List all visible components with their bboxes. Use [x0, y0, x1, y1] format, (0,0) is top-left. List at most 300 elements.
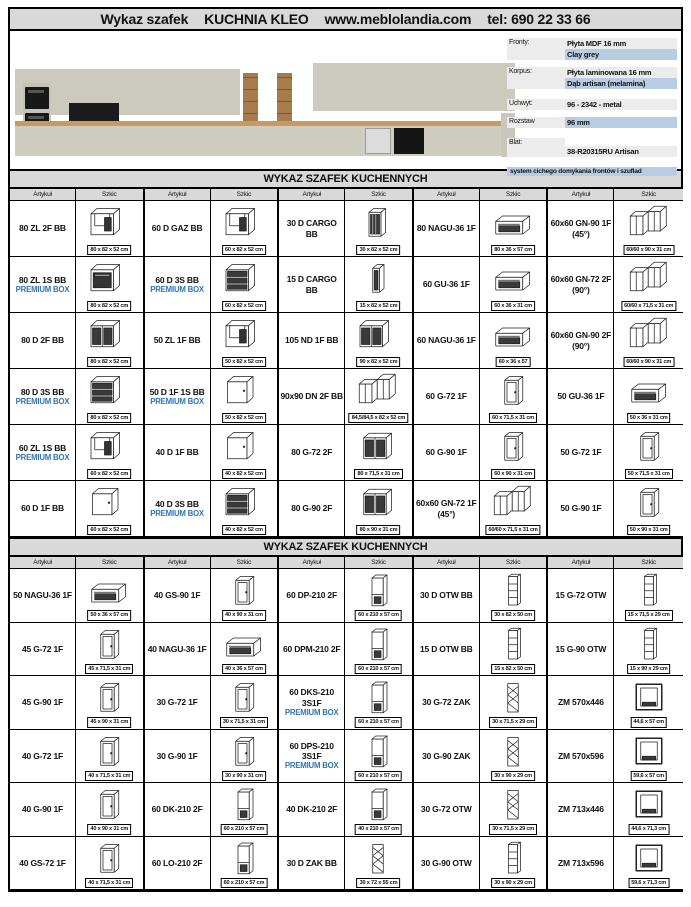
sketch-cell	[614, 201, 683, 257]
sketch-cell	[614, 783, 683, 837]
dimensions-label: 30 x 72 x 55 cm	[357, 878, 401, 888]
article-cell	[279, 369, 345, 425]
article-cell	[548, 783, 614, 837]
article-cell	[10, 481, 76, 537]
article-cell	[279, 201, 345, 257]
article-code: 90x90 DN 2F BB	[280, 391, 343, 402]
sketch-cell	[211, 201, 280, 257]
dimensions-label: 50 x 90 x 31 cm	[627, 525, 671, 535]
article-code: 80 D 3S BB	[20, 386, 65, 397]
spec-value: 96 - 2342 - metal	[565, 99, 677, 110]
spec-label: Korpus:	[507, 67, 565, 89]
cabinet-sketch-icon	[85, 202, 133, 242]
base-cabinets-row	[15, 126, 515, 156]
cabinet-sketch-icon	[354, 482, 402, 522]
sketch-cell	[614, 623, 683, 677]
cabinet-sketch-icon	[220, 677, 268, 717]
sketch-cell	[345, 569, 414, 623]
article-cell	[10, 569, 76, 623]
cooktop-hob	[69, 103, 119, 121]
dimensions-label: 60 x 36 x 57	[496, 357, 531, 367]
dimensions-label: 30 x 90 x 29 cm	[491, 878, 535, 888]
sketch-cell	[76, 676, 145, 730]
spec-row-uchwyt	[507, 99, 677, 110]
dimensions-label: 15 x 82 x 52 cm	[357, 301, 401, 311]
column-header-artykul: Artykuł	[279, 189, 345, 201]
cabinet-sketch-icon	[354, 570, 402, 610]
page-title: Wykaz szafek	[100, 11, 189, 27]
article-cell	[10, 369, 76, 425]
dimensions-label: 80 x 90 x 31 cm	[357, 525, 401, 535]
cabinet-sketch-icon	[85, 784, 133, 824]
article-code: 80 D 2F BB	[21, 335, 64, 346]
article-cell	[145, 313, 211, 369]
dimensions-label: 30 x 71,5 x 31 cm	[220, 717, 268, 727]
sketch-cell	[76, 837, 145, 891]
upper-cabinets-right	[313, 63, 515, 111]
dimensions-label: 80 x 82 x 52 cm	[87, 413, 131, 423]
dimensions-label: 60/60 x 71,5 x 31 cm	[621, 301, 676, 311]
article-code: 80 NAGU-36 1F	[416, 223, 476, 234]
spec-value: Płyta laminowana 16 mm	[565, 67, 677, 78]
article-cell	[414, 369, 480, 425]
cabinet-sketch-icon	[489, 370, 537, 410]
sketch-cell	[480, 730, 549, 784]
article-code: 30 D CARGO BB	[286, 218, 337, 239]
cabinet-sketch-icon	[220, 838, 268, 878]
section-title: WYKAZ SZAFEK KUCHENNYCH	[8, 539, 683, 557]
dimensions-label: 80 x 82 x 52 cm	[87, 357, 131, 367]
article-code: 40 GS-90 1F	[153, 590, 201, 601]
sketch-cell	[480, 201, 549, 257]
built-in-oven	[394, 128, 424, 154]
dimensions-label: 60/60 x 90 x 31 cm	[623, 357, 674, 367]
article-cell	[145, 257, 211, 313]
sketch-cell	[614, 369, 683, 425]
cabinet-sketch-icon	[85, 258, 133, 298]
dimensions-label: 50 x 82 x 52 cm	[222, 357, 266, 367]
article-code: 30 G-72 ZAK	[422, 697, 471, 708]
article-cell	[548, 837, 614, 891]
sketch-cell	[480, 369, 549, 425]
dimensions-label: 60 x 210 x 57 cm	[221, 878, 268, 888]
cabinet-sketch-icon	[489, 258, 537, 298]
materials-spec-table	[507, 38, 677, 176]
cabinet-sketch-icon	[220, 426, 268, 466]
column-header-szkic: Szkic	[614, 189, 683, 201]
article-code: 60 D 3S BB	[155, 274, 199, 285]
article-code: 50 G-72 1F	[560, 447, 602, 458]
sketch-cell	[211, 257, 280, 313]
oven-icon	[25, 87, 49, 109]
dimensions-label: 40 x 210 x 57 cm	[355, 824, 402, 834]
dimensions-label: 15 x 71,5 x 29 cm	[625, 610, 673, 620]
article-cell	[414, 481, 480, 537]
dimensions-label: 30 x 71,5 x 29 cm	[489, 717, 537, 727]
article-cell	[279, 481, 345, 537]
dimensions-label: 45 x 90 x 31 cm	[87, 717, 131, 727]
cabinet-sketch-icon	[354, 731, 402, 771]
cabinet-sketch-icon	[489, 677, 537, 717]
cabinet-sketch-icon	[489, 570, 537, 610]
dimensions-label: 44,6 x 71,3 cm	[628, 824, 669, 834]
cabinet-sketch-icon	[85, 838, 133, 878]
spec-value: Dąb artisan (melamina)	[565, 78, 677, 89]
cabinet-sketch-icon	[220, 202, 268, 242]
cabinet-sketch-icon	[220, 624, 268, 664]
column-header-artykul: Artykuł	[414, 189, 480, 201]
article-cell	[145, 369, 211, 425]
article-code: 15 D OTW BB	[419, 643, 473, 654]
column-header-artykul: Artykuł	[279, 557, 345, 569]
column-header-szkic: Szkic	[345, 557, 414, 569]
dimensions-label: 60 x 210 x 57 cm	[355, 610, 402, 620]
article-cell	[414, 730, 480, 784]
sketch-cell	[345, 201, 414, 257]
dimensions-label: 60 x 82 x 52 cm	[222, 245, 266, 255]
cabinet-sketch-icon	[625, 314, 673, 354]
article-code: 15 G-90 OTW	[555, 643, 607, 654]
spec-value: Płyta MDF 16 mm	[565, 38, 677, 49]
cabinet-sketch-icon	[625, 482, 673, 522]
dimensions-label: 50 x 36 x 57 cm	[87, 610, 131, 620]
article-cell	[414, 569, 480, 623]
cabinet-sketch-icon	[625, 370, 673, 410]
dimensions-label: 40 x 90 x 31 cm	[222, 610, 266, 620]
dimensions-label: 60 x 90 x 31 cm	[491, 469, 535, 479]
article-cell	[548, 623, 614, 677]
sketch-cell	[345, 313, 414, 369]
article-code: 40 D 3S BB	[155, 498, 199, 509]
article-cell	[548, 369, 614, 425]
dishwasher	[365, 128, 391, 154]
article-cell	[279, 425, 345, 481]
article-cell	[145, 623, 211, 677]
article-cell	[548, 425, 614, 481]
section-title: WYKAZ SZAFEK KUCHENNYCH	[8, 171, 683, 189]
sketch-cell	[345, 425, 414, 481]
premium-box-label: PREMIUM BOX	[284, 761, 339, 771]
sketch-cell	[345, 676, 414, 730]
article-cell	[10, 425, 76, 481]
article-cell	[145, 481, 211, 537]
column-header-artykul: Artykuł	[548, 189, 614, 201]
article-cell	[548, 676, 614, 730]
cabinet-sketch-icon	[85, 314, 133, 354]
dimensions-label: 30 x 90 x 31 cm	[222, 771, 266, 781]
sketch-cell	[614, 569, 683, 623]
cabinet-sketch-icon	[625, 838, 673, 878]
dimensions-label: 60 x 36 x 31 cm	[491, 301, 535, 311]
column-header-artykul: Artykuł	[145, 557, 211, 569]
premium-box-label: PREMIUM BOX	[150, 284, 204, 294]
sketch-cell	[614, 837, 683, 891]
article-cell	[10, 201, 76, 257]
dimensions-label: 50 x 82 x 52 cm	[222, 413, 266, 423]
article-cell	[279, 783, 345, 837]
cabinet-sketch-icon	[354, 202, 402, 242]
column-header-szkic: Szkic	[480, 189, 549, 201]
sketch-cell	[211, 623, 280, 677]
dimensions-label: 30 x 82 x 52 cm	[357, 245, 401, 255]
article-code: 30 G-90 1F	[156, 750, 198, 761]
sketch-cell	[480, 837, 549, 891]
website-link[interactable]: www.meblolandia.com	[324, 11, 472, 27]
sketch-cell	[211, 481, 280, 537]
article-code: 60x60 GN-72 1F (45°)	[416, 498, 477, 519]
cabinet-sketch-icon	[220, 258, 268, 298]
cabinet-sketch-icon	[354, 624, 402, 664]
cabinet-sketch-icon	[220, 784, 268, 824]
article-code: 30 D OTW BB	[419, 590, 473, 601]
article-cell	[548, 257, 614, 313]
article-code: 60 DK-210 2F	[151, 804, 203, 815]
article-code: 15 G-72 OTW	[555, 590, 607, 601]
article-code: 40 GS-72 1F	[19, 857, 66, 868]
article-code: 80 ZL 1S BB	[18, 274, 67, 285]
sketch-cell	[614, 313, 683, 369]
kitchen-overview-panel	[8, 31, 683, 175]
cabinet-sketch-icon	[489, 314, 537, 354]
article-cell	[548, 481, 614, 537]
sketch-cell	[345, 837, 414, 891]
article-code: 50 D 1F 1S BB	[149, 386, 205, 397]
cabinet-sketch-icon	[220, 370, 268, 410]
dimensions-label: 40 x 82 x 52 cm	[222, 525, 266, 535]
cabinet-sketch-icon	[85, 731, 133, 771]
article-code: ZM 570x596	[558, 750, 604, 761]
spec-row-rozstaw	[507, 117, 677, 128]
cabinet-sketch-icon	[354, 258, 402, 298]
article-code: 60 D 1F BB	[21, 503, 64, 514]
article-cell	[548, 313, 614, 369]
column-header-szkic: Szkic	[345, 189, 414, 201]
article-cell	[414, 623, 480, 677]
cabinet-sketch-icon	[489, 624, 537, 664]
sketch-cell	[345, 481, 414, 537]
dimensions-label: 60 x 82 x 52 cm	[87, 525, 131, 535]
cabinet-sketch-icon	[489, 202, 537, 242]
sketch-cell	[480, 676, 549, 730]
dimensions-label: 30 x 71,5 x 29 cm	[489, 824, 537, 834]
article-code: 30 D ZAK BB	[286, 857, 337, 868]
article-code: 60 G-72 1F	[425, 391, 467, 402]
cabinet-table-2	[8, 557, 683, 892]
premium-box-label: PREMIUM BOX	[150, 508, 204, 518]
dimensions-label: 50 x 71,5 x 31 cm	[625, 469, 673, 479]
soft-close-note: system cichego domykania frontów i szuflad	[507, 167, 677, 176]
cabinet-sketch-icon	[85, 370, 133, 410]
dimensions-label: 60 x 210 x 57 cm	[355, 717, 402, 727]
cabinet-sketch-icon	[354, 838, 402, 878]
column-header-artykul: Artykuł	[145, 189, 211, 201]
article-code: ZM 713x446	[558, 804, 604, 815]
column-header-szkic: Szkic	[76, 189, 145, 201]
article-cell	[414, 837, 480, 891]
article-cell	[279, 623, 345, 677]
spec-label: Uchwyt:	[507, 99, 565, 110]
sketch-cell	[614, 425, 683, 481]
article-code: 60 GU-36 1F	[422, 279, 470, 290]
article-code: ZM 570x446	[558, 697, 604, 708]
cabinet-sketch-icon	[220, 314, 268, 354]
article-cell	[548, 730, 614, 784]
sketch-cell	[480, 569, 549, 623]
cabinet-sketch-icon	[489, 838, 537, 878]
sketch-cell	[345, 783, 414, 837]
dimensions-label: 90 x 82 x 52 cm	[357, 357, 401, 367]
article-cell	[414, 425, 480, 481]
sketch-cell	[211, 313, 280, 369]
article-code: 105 ND 1F BB	[285, 335, 339, 346]
article-cell	[548, 201, 614, 257]
article-code: 30 G-72 1F	[156, 697, 198, 708]
sketch-cell	[76, 481, 145, 537]
premium-box-label: PREMIUM BOX	[284, 707, 339, 717]
dimensions-label: 60/60 x 90 x 31 cm	[623, 245, 674, 255]
dimensions-label: 30 x 82 x 50 cm	[491, 610, 535, 620]
cabinet-table-1	[8, 189, 683, 539]
article-code: 60 NAGU-36 1F	[416, 335, 476, 346]
dimensions-label: 44,6 x 57 cm	[630, 717, 667, 727]
article-cell	[10, 783, 76, 837]
cabinet-sketch-icon	[85, 426, 133, 466]
article-cell	[548, 569, 614, 623]
article-cell	[145, 676, 211, 730]
article-cell	[10, 313, 76, 369]
sketch-cell	[76, 369, 145, 425]
article-code: 80 G-90 2F	[291, 503, 333, 514]
column-header-szkic: Szkic	[211, 557, 280, 569]
column-header-szkic: Szkic	[614, 557, 683, 569]
sketch-cell	[76, 257, 145, 313]
cabinet-sketch-icon	[625, 426, 673, 466]
article-code: 40 NAGU-36 1F	[147, 643, 207, 654]
cabinet-sketch-icon	[354, 426, 402, 466]
column-header-artykul: Artykuł	[414, 557, 480, 569]
cabinet-sketch-icon	[85, 482, 133, 522]
sketch-cell	[480, 623, 549, 677]
sketch-cell	[76, 623, 145, 677]
cabinet-sketch-icon	[220, 731, 268, 771]
spec-row-fronty	[507, 38, 677, 60]
sketch-cell	[614, 730, 683, 784]
article-code: 30 G-90 OTW	[420, 857, 472, 868]
cabinet-sketch-icon	[85, 570, 133, 610]
article-cell	[10, 837, 76, 891]
sketch-cell	[480, 425, 549, 481]
column-header-artykul: Artykuł	[10, 557, 76, 569]
cabinet-sketch-icon	[625, 677, 673, 717]
column-header-artykul: Artykuł	[10, 189, 76, 201]
cabinet-sketch-icon	[625, 731, 673, 771]
article-code: 60 DP-210 2F	[286, 590, 337, 601]
article-cell	[414, 783, 480, 837]
article-cell	[279, 730, 345, 784]
dimensions-label: 40 x 36 x 57 cm	[222, 664, 266, 674]
column-header-szkic: Szkic	[480, 557, 549, 569]
dimensions-label: 59,6 x 57 cm	[630, 771, 667, 781]
dimensions-label: 59,6 x 71,3 cm	[628, 878, 669, 888]
phone-number: tel: 690 22 33 66	[487, 11, 591, 27]
cabinet-sketch-icon	[489, 482, 537, 522]
cabinet-sketch-icon	[625, 570, 673, 610]
sketch-cell	[211, 783, 280, 837]
dimensions-label: 80 x 82 x 52 cm	[87, 301, 131, 311]
sketch-cell	[345, 369, 414, 425]
dimensions-label: 45 x 71,5 x 31 cm	[85, 664, 133, 674]
sketch-cell	[211, 837, 280, 891]
cabinet-sketch-icon	[625, 624, 673, 664]
spec-label: Blat:	[507, 138, 565, 157]
article-code: 30 G-72 OTW	[420, 804, 472, 815]
article-code: 60 DPS-210 3S1F	[289, 740, 334, 762]
sketch-cell	[76, 201, 145, 257]
cabinet-sketch-icon	[220, 570, 268, 610]
sketch-cell	[76, 783, 145, 837]
article-code: 60 LO-210 2F	[151, 857, 203, 868]
article-code: 60 D GAZ BB	[151, 223, 203, 234]
article-cell	[145, 425, 211, 481]
article-code: 80 G-72 2F	[291, 447, 333, 458]
article-code: 15 D CARGO BB	[286, 274, 337, 295]
article-code: 60x60 GN-72 2F (90°)	[550, 274, 612, 295]
cabinet-sketch-icon	[625, 202, 673, 242]
article-cell	[10, 676, 76, 730]
article-cell	[10, 730, 76, 784]
article-cell	[145, 201, 211, 257]
cabinet-sketch-icon	[354, 677, 402, 717]
article-code: 80 ZL 2F BB	[19, 223, 66, 234]
article-cell	[279, 837, 345, 891]
article-cell	[145, 837, 211, 891]
article-code: 50 GU-36 1F	[557, 391, 605, 402]
header-bar	[8, 7, 683, 31]
sketch-cell	[614, 676, 683, 730]
cabinet-sketch-icon	[489, 731, 537, 771]
dimensions-label: 60 x 210 x 57 cm	[355, 771, 402, 781]
article-cell	[145, 569, 211, 623]
dimensions-label: 40 x 71,5 x 31 cm	[85, 878, 133, 888]
article-cell	[414, 257, 480, 313]
premium-box-label: PREMIUM BOX	[150, 396, 204, 406]
sketch-cell	[211, 369, 280, 425]
dimensions-label: 80 x 71,5 x 31 cm	[354, 469, 402, 479]
dimensions-label: 60 x 82 x 52 cm	[222, 301, 266, 311]
column-header-szkic: Szkic	[76, 557, 145, 569]
article-cell	[145, 783, 211, 837]
cabinet-sketch-icon	[354, 314, 402, 354]
dimensions-label: 60 x 71,5 x 31 cm	[489, 413, 537, 423]
sketch-cell	[480, 783, 549, 837]
spec-value: Clay grey	[565, 49, 677, 60]
article-cell	[279, 569, 345, 623]
dimensions-label: 40 x 82 x 52 cm	[222, 469, 266, 479]
spec-label: Rozstaw	[507, 117, 565, 128]
dimensions-label: 60 x 210 x 57 cm	[355, 664, 402, 674]
article-code: 30 G-90 ZAK	[422, 750, 471, 761]
sketch-cell	[345, 730, 414, 784]
sketch-cell	[480, 257, 549, 313]
article-cell	[414, 201, 480, 257]
column-header-artykul: Artykuł	[548, 557, 614, 569]
sketch-cell	[76, 569, 145, 623]
premium-box-label: PREMIUM BOX	[15, 452, 70, 462]
article-cell	[279, 676, 345, 730]
sketch-cell	[211, 730, 280, 784]
dimensions-label: 84,5/84,5 x 82 x 52 cm	[349, 413, 408, 423]
article-code: 60 ZL 1S BB	[18, 442, 67, 453]
